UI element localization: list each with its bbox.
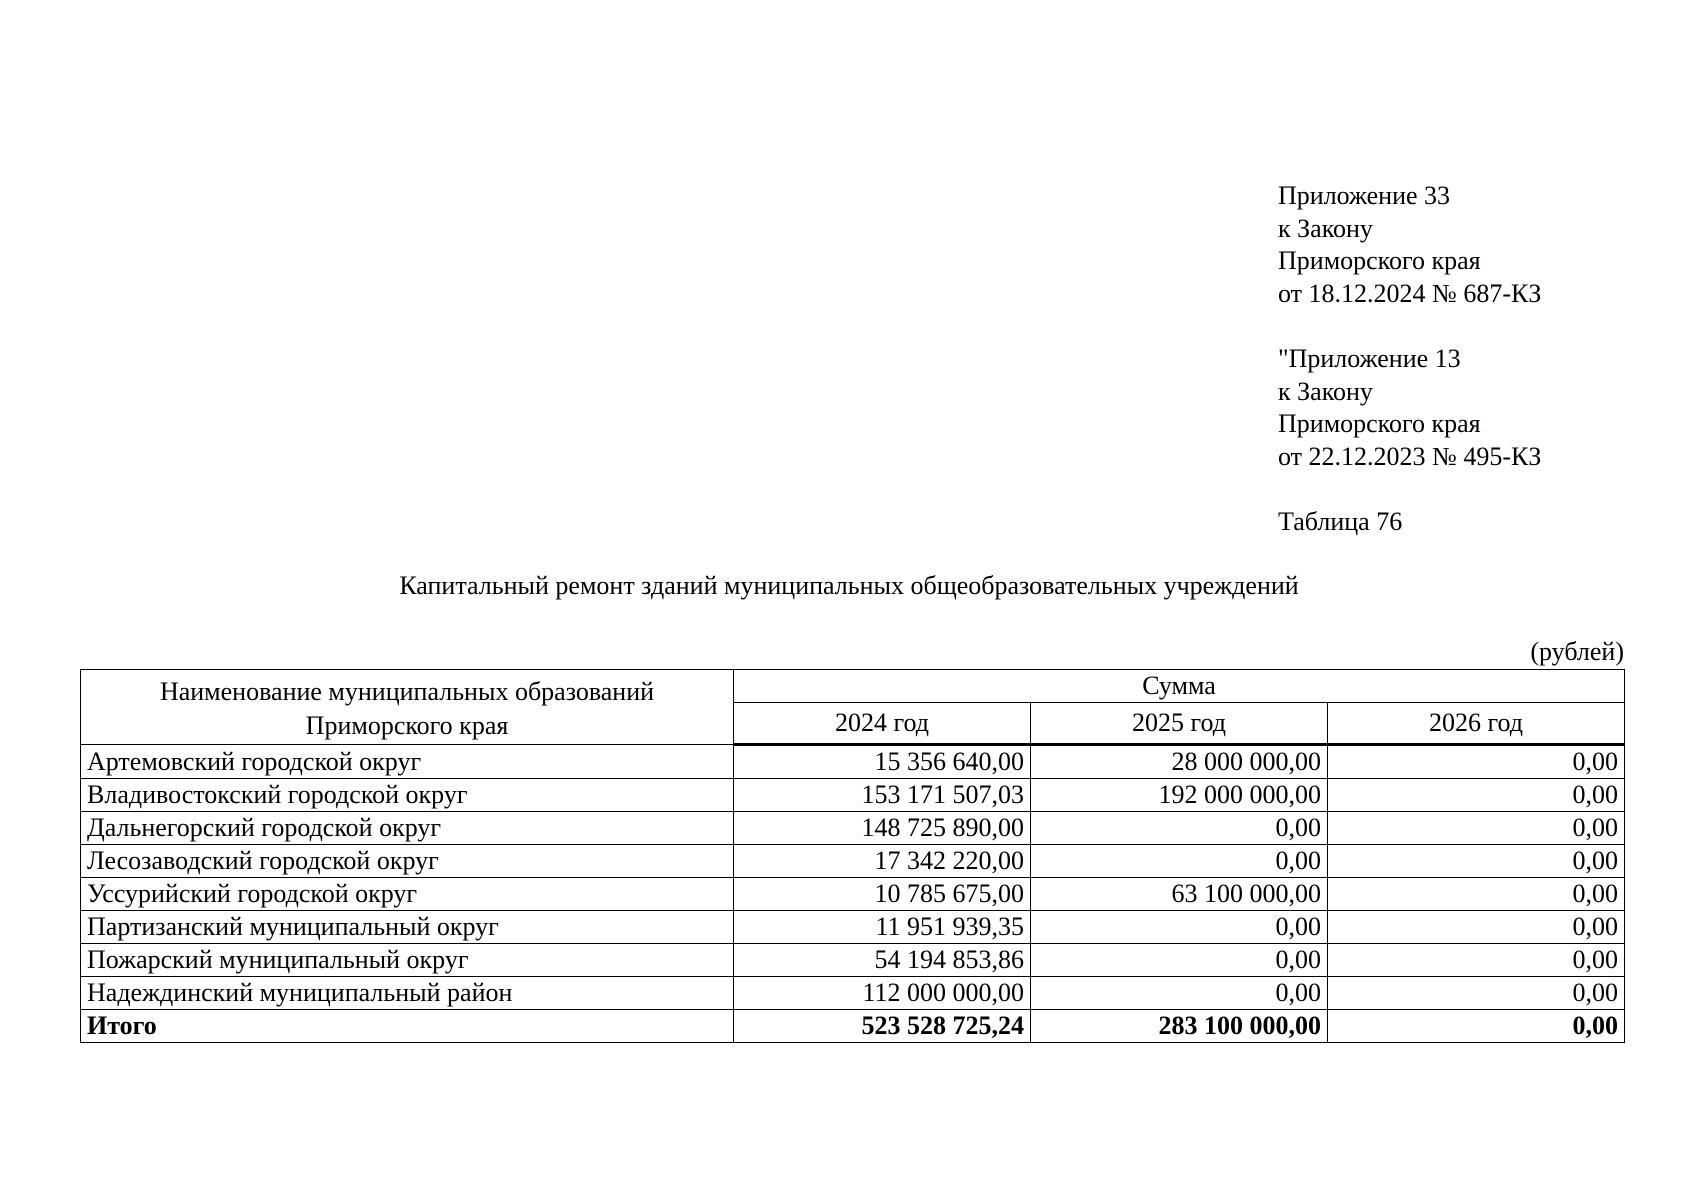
appendix-reference-amended [1278,343,1678,473]
amount-2024: 10 785 675,00 [734,878,1031,911]
appendix-line: Приложение 33 [1278,181,1451,210]
header-line: Приморского края [305,711,509,740]
table-row [81,845,1625,878]
amount-2026: 0,00 [1328,779,1625,812]
appendix-line: "Приложение 13 [1278,344,1461,373]
amount-2025: 63 100 000,00 [1031,878,1328,911]
municipality-name: Владивостокский городской округ [81,779,734,812]
appendix-line: Приморского края [1278,409,1481,438]
table-header-row [81,670,1625,703]
amount-2026: 0,00 [1328,911,1625,944]
municipality-name: Пожарский муниципальный округ [81,944,734,977]
table-row [81,977,1625,1010]
amount-2024: 153 171 507,03 [734,779,1031,812]
amount-2025: 0,00 [1031,977,1328,1010]
table-number-label: Таблица 76 [1278,507,1403,536]
table-row [81,944,1625,977]
table-total-row [81,1010,1625,1043]
municipality-name: Уссурийский городской округ [81,878,734,911]
appendix-line: к Закону [1278,376,1373,406]
sum-column-header: Сумма [734,670,1625,703]
amount-2026: 0,00 [1328,977,1625,1010]
total-label: Итого [81,1010,734,1043]
appendix-reference-current [1278,180,1678,310]
amount-2026: 0,00 [1328,845,1625,878]
amount-2026: 0,00 [1328,745,1625,779]
document-title: Капитальный ремонт зданий муниципальных общеобразовательных учреждений [399,571,1299,600]
year-column-header: 2024 год [734,703,1031,745]
municipality-name: Партизанский муниципальный округ [81,911,734,944]
amount-2024: 54 194 853,86 [734,944,1031,977]
appendix-line: Приморского края [1278,246,1481,275]
table-row [81,779,1625,812]
amount-2026: 0,00 [1328,944,1625,977]
appendix-line: к Закону [1278,213,1373,243]
amount-2024: 148 725 890,00 [734,812,1031,845]
appendix-line: от 18.12.2024 № 687-КЗ [1278,278,1542,308]
table-row [81,745,1625,779]
amount-2024: 15 356 640,00 [734,745,1031,779]
header-line: Наименование муниципальных образований [159,677,655,706]
amount-2024: 11 951 939,35 [734,911,1031,944]
appendix-line: от 22.12.2023 № 495-КЗ [1278,441,1542,471]
amount-2024: 17 342 220,00 [734,845,1031,878]
budget-table [80,669,1625,1043]
total-amount-2025: 283 100 000,00 [1031,1010,1328,1043]
municipality-column-header [81,670,734,745]
year-column-header: 2025 год [1031,703,1328,745]
total-amount-2024: 523 528 725,24 [734,1010,1031,1043]
amount-2025: 0,00 [1031,812,1328,845]
total-amount-2026: 0,00 [1328,1010,1625,1043]
amount-2025: 28 000 000,00 [1031,745,1328,779]
table-row [81,878,1625,911]
table-row [81,911,1625,944]
unit-label: (рублей) [1530,637,1624,666]
municipality-name: Артемовский городской округ [81,745,734,779]
amount-2026: 0,00 [1328,812,1625,845]
amount-2025: 0,00 [1031,911,1328,944]
amount-2025: 0,00 [1031,845,1328,878]
table-number [1278,506,1678,539]
amount-2025: 192 000 000,00 [1031,779,1328,812]
table-row [81,812,1625,845]
amount-2026: 0,00 [1328,878,1625,911]
municipality-name: Дальнегорский городской округ [81,812,734,845]
amount-2025: 0,00 [1031,944,1328,977]
year-column-header: 2026 год [1328,703,1625,745]
municipality-name: Надеждинский муниципальный район [81,977,734,1010]
amount-2024: 112 000 000,00 [734,977,1031,1010]
municipality-name: Лесозаводский городской округ [81,845,734,878]
